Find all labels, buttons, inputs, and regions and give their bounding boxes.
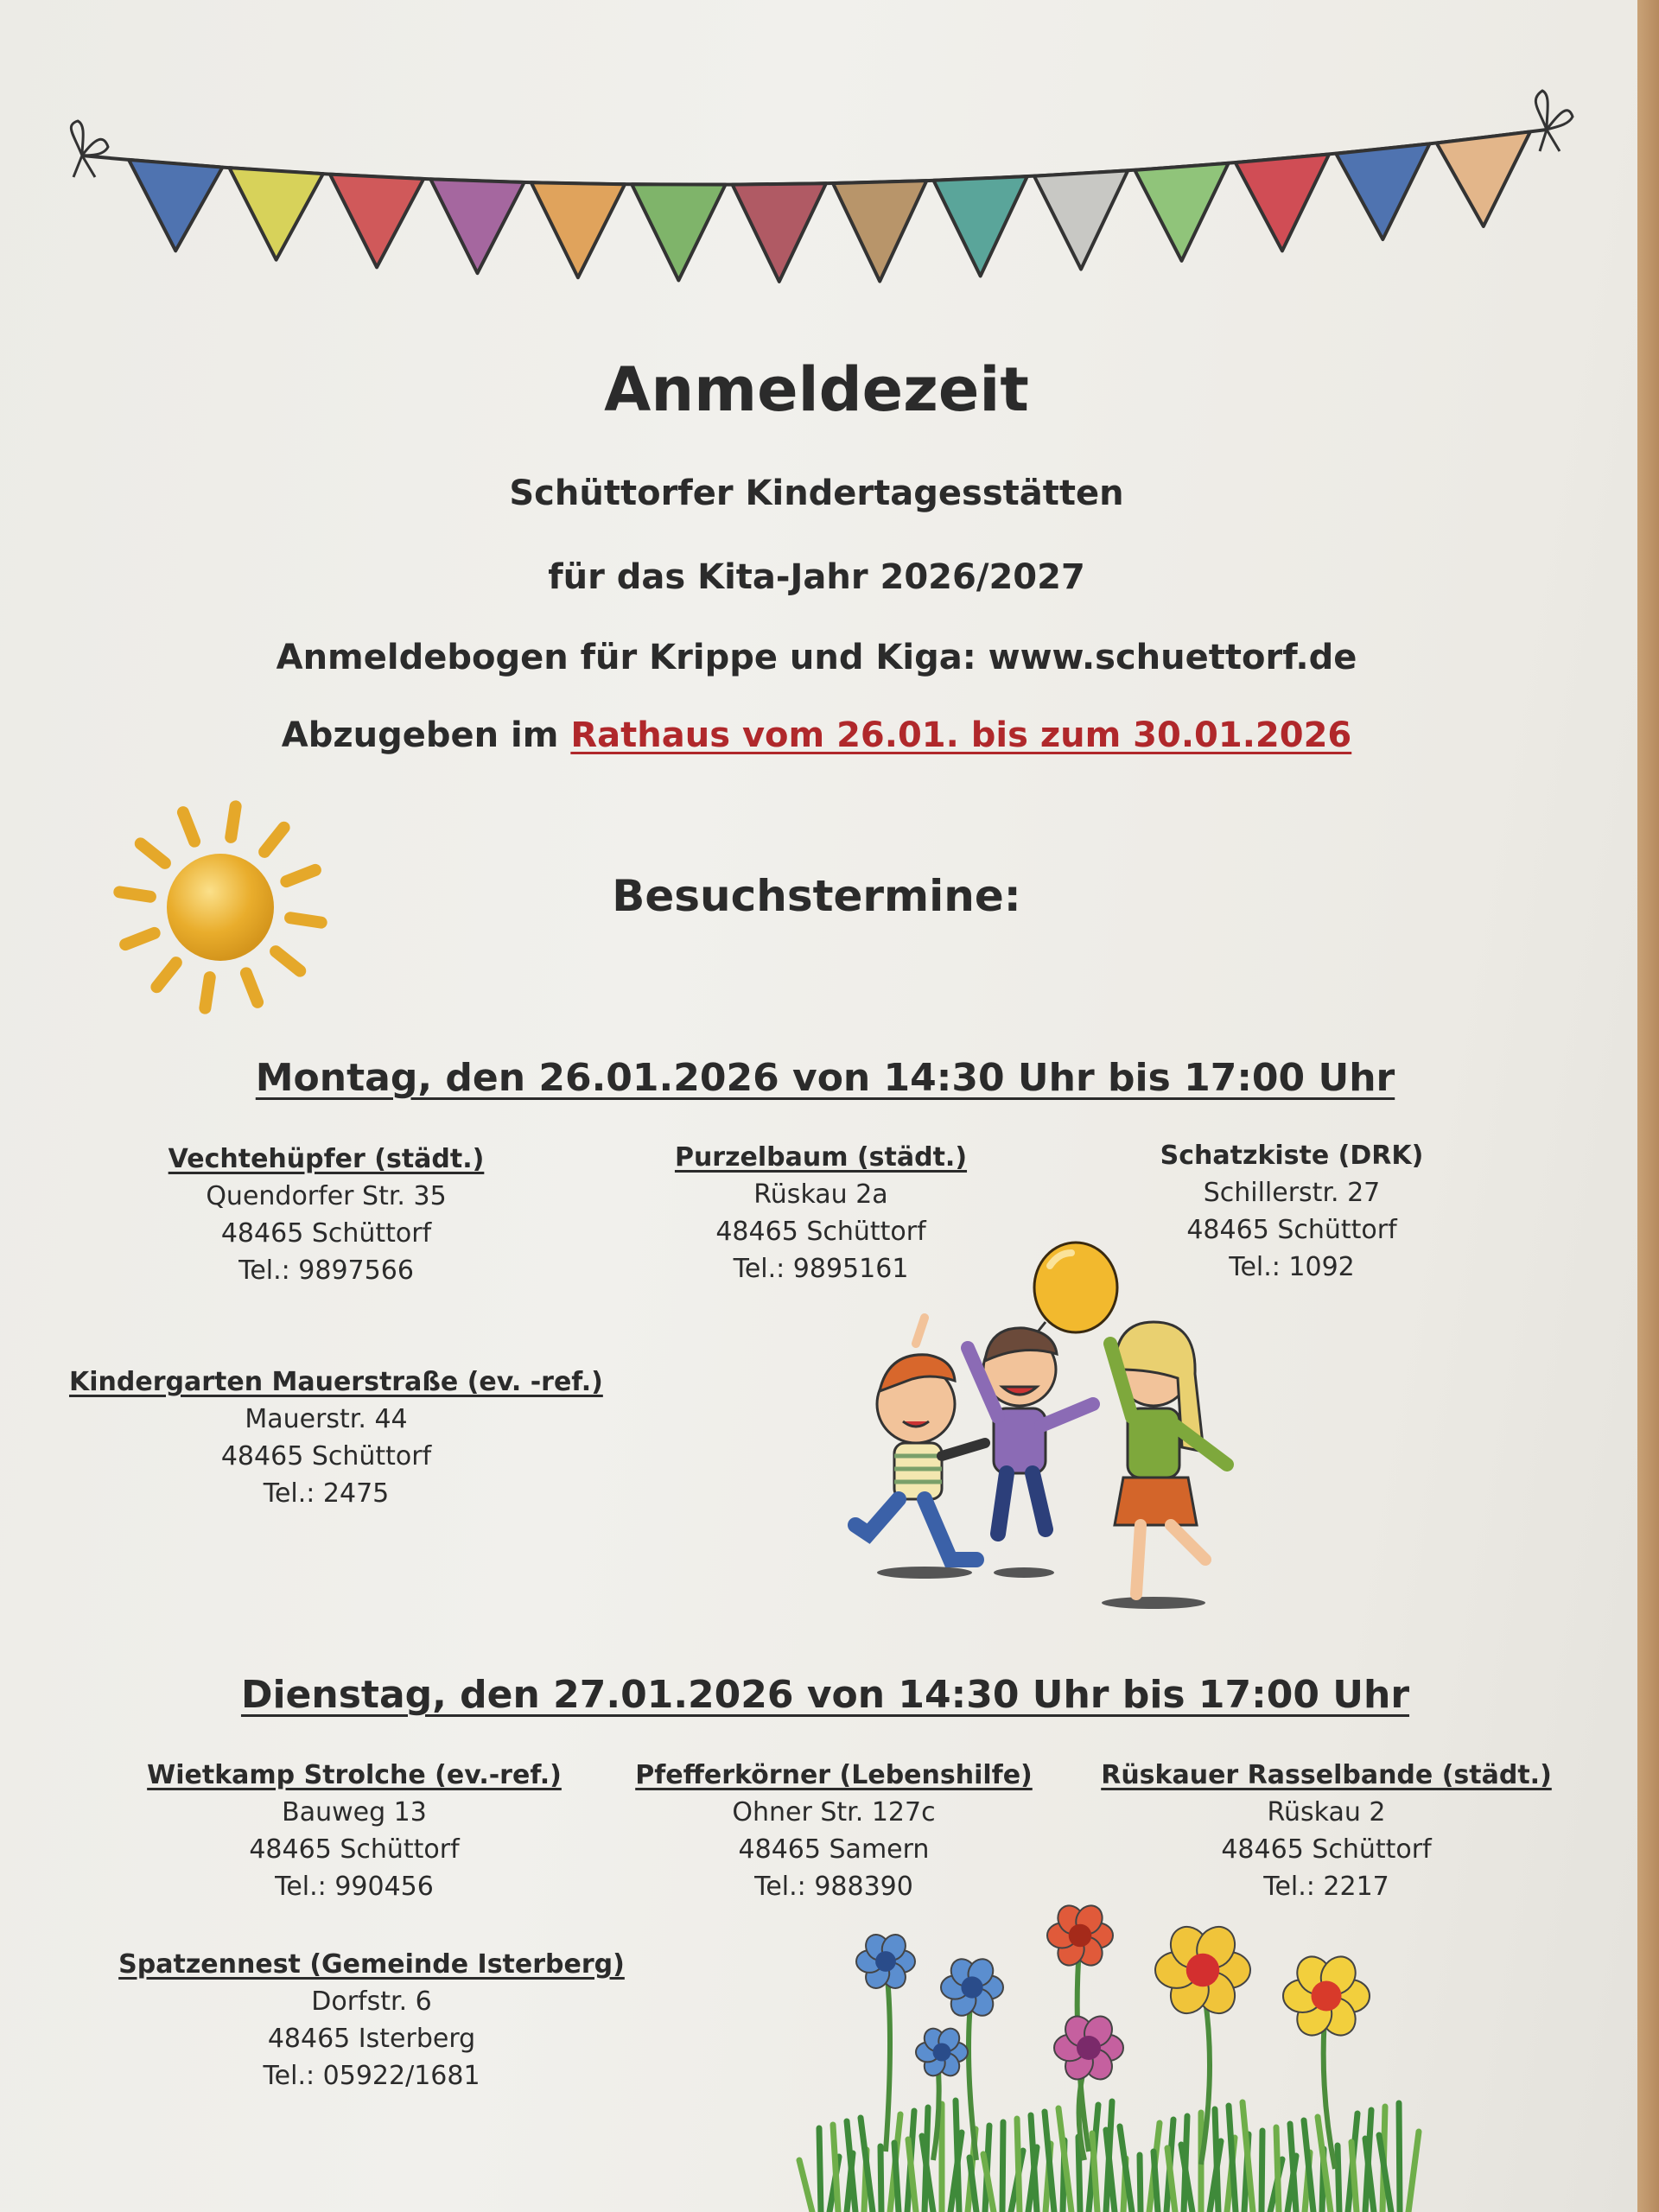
sun-ray — [231, 806, 235, 837]
flower-bloom — [941, 1955, 1003, 2020]
submission-dates: Rathaus vom 26.01. bis zum 30.01.2026 — [570, 715, 1352, 755]
kita-street: Rüskau 2a — [753, 1179, 888, 1210]
kita-name: Kindergarten Mauerstraße (ev. -ref.) — [69, 1367, 603, 1397]
kita-wietkamp-strolche — [130, 1757, 579, 1905]
kita-vechtehuepfer — [147, 1141, 505, 1289]
kita-phone: Tel.: 988390 — [754, 1872, 913, 1902]
sun-ray — [264, 828, 283, 852]
sun-ray — [276, 951, 300, 970]
grass-blade — [1154, 2152, 1158, 2212]
bunting-flag — [833, 181, 926, 282]
grass-blade — [956, 2101, 959, 2212]
kita-city: 48465 Schüttorf — [1221, 1834, 1432, 1865]
grass-blade — [1338, 2145, 1339, 2212]
sun-ray — [125, 933, 155, 944]
flower-bloom — [856, 1930, 915, 1993]
table-edge — [1637, 0, 1659, 2212]
kita-street: Rüskau 2 — [1267, 1797, 1386, 1827]
flower-bloom — [1047, 1901, 1113, 1970]
kita-street: Quendorfer Str. 35 — [206, 1181, 447, 1211]
kita-city: 48465 Isterberg — [267, 2024, 476, 2054]
kita-street: Schillerstr. 27 — [1203, 1178, 1381, 1208]
bunting-flag — [733, 183, 826, 282]
grass-blade — [819, 2128, 821, 2212]
kita-city: 48465 Schüttorf — [1186, 1215, 1397, 1245]
day-heading-monday: Montag, den 26.01.2026 von 14:30 Uhr bis 17:00 Uhr — [255, 1056, 1395, 1100]
kita-name: Vechtehüpfer (städt.) — [168, 1144, 485, 1174]
kita-city: 48465 Samern — [738, 1834, 930, 1865]
bunting-flag — [933, 176, 1027, 276]
visits-heading: Besuchstermine: — [612, 871, 1021, 921]
bunting-flag — [430, 179, 524, 273]
bunting-flag — [1034, 170, 1128, 269]
kita-name: Rüskauer Rasselbande (städt.) — [1101, 1760, 1552, 1790]
kita-city: 48465 Schüttorf — [220, 1218, 432, 1249]
grass-blade — [1399, 2103, 1400, 2212]
bunting-flag — [1336, 143, 1429, 239]
grass-blade — [1002, 2122, 1003, 2212]
flowers-icon — [804, 1901, 1426, 2212]
grass-blade — [1140, 2155, 1141, 2212]
bunting-flag — [1437, 131, 1530, 226]
kita-pfefferkoerner — [622, 1757, 1046, 1905]
kita-phone: Tel.: 2475 — [263, 1478, 390, 1509]
flower-bloom — [1155, 1920, 1250, 2020]
flower-bloom — [916, 2024, 968, 2079]
bunting-flag — [330, 175, 423, 268]
kita-spatzennest — [112, 1946, 631, 2094]
flower-bloom — [1283, 1950, 1370, 2042]
bunting-flag — [1236, 154, 1329, 251]
subtitle-kitas: Schüttorfer Kindertagesstätten — [509, 474, 1124, 513]
kita-street: Dorfstr. 6 — [311, 1986, 432, 2017]
bunting-flag — [531, 182, 625, 277]
kita-name: Wietkamp Strolche (ev.-ref.) — [147, 1760, 562, 1790]
grass-blade — [1276, 2127, 1279, 2212]
grass-blade — [1017, 2119, 1020, 2212]
sun-ray — [205, 977, 209, 1008]
kita-street: Mauerstr. 44 — [245, 1404, 408, 1434]
bunting-flag — [632, 184, 725, 280]
grass-blade — [1408, 2132, 1419, 2212]
grass-blade — [894, 2143, 899, 2212]
submission-prefix: Abzugeben im — [281, 715, 571, 755]
kita-city: 48465 Schüttorf — [220, 1441, 432, 1471]
sun-ray — [183, 812, 194, 842]
kita-city: 48465 Schüttorf — [249, 1834, 460, 1865]
bunting-flag — [129, 160, 222, 251]
kita-phone: Tel.: 9895161 — [733, 1254, 909, 1284]
kita-mauerstrasse — [69, 1363, 603, 1512]
kita-phone: Tel.: 990456 — [275, 1872, 434, 1902]
bunting-icon — [0, 0, 1659, 328]
children-balloon-icon — [830, 1240, 1262, 1620]
kita-name: Schatzkiste (DRK) — [1160, 1141, 1424, 1171]
kita-name: Purzelbaum (städt.) — [674, 1142, 968, 1173]
page-title: Anmeldezeit — [604, 354, 1029, 425]
sun-ray — [156, 963, 175, 987]
kita-street: Ohner Str. 127c — [732, 1797, 936, 1827]
registration-form-line: Anmeldebogen für Krippe und Kiga: www.schuettorf.de — [276, 638, 1357, 677]
kita-phone: Tel.: 2217 — [1263, 1872, 1389, 1902]
grass-blade — [1215, 2109, 1218, 2212]
sun-ray — [141, 843, 165, 862]
grass-blade — [880, 2146, 881, 2212]
sun-ray — [246, 973, 257, 1002]
subtitle-year: für das Kita-Jahr 2026/2027 — [548, 557, 1085, 597]
bunting-flag — [1135, 163, 1228, 261]
submission-line — [0, 715, 1633, 755]
kita-name: Spatzennest (Gemeinde Isterberg) — [118, 1949, 625, 1980]
kita-phone: Tel.: 1092 — [1229, 1252, 1355, 1282]
kita-phone: Tel.: 9897566 — [238, 1255, 414, 1286]
day-heading-tuesday: Dienstag, den 27.01.2026 von 14:30 Uhr bis 17:00 Uhr — [240, 1673, 1410, 1717]
flower-bloom — [1054, 2012, 1123, 2084]
kita-street: Bauweg 13 — [282, 1797, 427, 1827]
bunting-flag — [229, 168, 322, 260]
kita-phone: Tel.: 05922/1681 — [263, 2061, 480, 2091]
kita-city: 48465 Schüttorf — [715, 1217, 926, 1247]
kita-rueskauer-rasselbande — [1093, 1757, 1560, 1905]
kita-name: Pfefferkörner (Lebenshilfe) — [635, 1760, 1033, 1790]
